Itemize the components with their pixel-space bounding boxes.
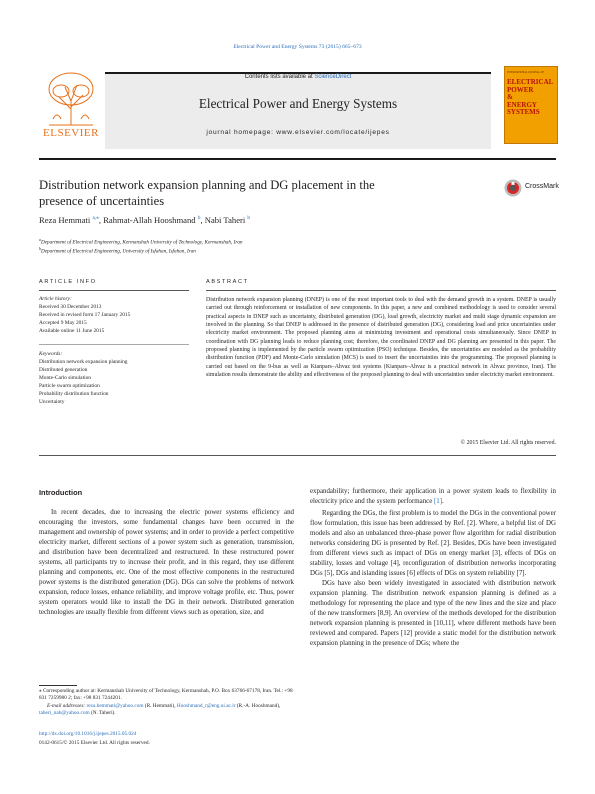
body-paragraph <box>310 487 556 507</box>
body-right-column <box>310 487 556 649</box>
journal-title: Electrical Power and Energy Systems <box>198 96 398 111</box>
history-item: Received in revised form 17 January 2015 <box>39 312 131 318</box>
keyword: Monte-Carlo simulation <box>39 375 91 381</box>
cover-line-2: POWER <box>507 85 534 94</box>
cover-line-5: SYSTEMS <box>507 108 540 116</box>
article-info-heading: ARTICLE INFO <box>39 279 97 285</box>
homepage-url[interactable]: www.elsevier.com/locate/ijepes <box>276 129 390 136</box>
cover-line-3: & <box>507 93 513 101</box>
article-title <box>39 177 469 209</box>
email-addresses <box>39 703 294 718</box>
doi-link[interactable]: http://dx.doi.org/10.1016/j.ijepes.2015.05.024 <box>39 731 137 737</box>
sciencedirect-link[interactable]: ScienceDirect <box>314 74 352 80</box>
affiliation-text: Department of Electrical Engineering, University of Isfahan, Isfahan, Iran <box>41 248 196 255</box>
abstract-copyright: © 2015 Elsevier Ltd. All rights reserved. <box>460 440 556 446</box>
history-item: Available online 11 June 2015 <box>39 328 105 334</box>
affiliation-text: Department of Electrical Engineering, Kermanshah University of Technology, Kermanshah, Iran <box>41 239 243 246</box>
cover-small-text: INTERNATIONAL JOURNAL OF <box>507 71 544 74</box>
corresponding-author-note: ⁎ Corresponding author at: Kermanshah University of Technology, Kermanshah, P.O. Box 63766-67178, Iran. Tel.: +98 831 7259980 2; fax: +98 831 7244201. <box>39 688 293 702</box>
history-item: Accepted 9 May 2015 <box>39 320 87 326</box>
author-name: Rahmat-Allah Hooshmand <box>103 215 196 225</box>
author-name: Nabi Taheri <box>204 215 246 225</box>
citation-link[interactable]: [1] <box>433 497 443 505</box>
section-heading-introduction: Introduction <box>39 488 83 497</box>
crossmark-icon <box>504 179 522 197</box>
cover-line-4: ENERGY <box>507 100 537 109</box>
paragraph-text: . <box>442 497 444 505</box>
journal-cover <box>504 66 558 144</box>
history-label: Article history: <box>39 296 72 302</box>
journal-citation[interactable]: Electrical Power and Energy Systems 73 (2015) 665–673 <box>233 44 362 50</box>
article-info-rule <box>39 290 189 291</box>
contents-prefix: Contents lists available at <box>244 74 315 80</box>
issn-copyright: 0142-0615/© 2015 Elsevier Ltd. All rights reserved. <box>39 740 150 746</box>
body-paragraph: In recent decades, due to increasing the electric power systems efficiency and encouraging the investors, some fundamental changes have been occurred in the management and ownership of power systems; and in order to provide a perfect competitive electricity market, different sections of a power system such as generation, transmission, and distribution have been decentralized and restructured. In these restructured power systems, all participants try to increase their profit, and in this regard, they use different planning and components, etc. One of the most effective components in the restructured power systems is the distributed generation (DG). DGs can solve the problems of network expansion, reduce losses, enhance reliability, and improve voltage profile, etc. Thus, power system operators would like to install the DG in their network. Distributed generation technologies are usually flexible from different views such as operation, size, and <box>39 509 294 616</box>
keyword: Uncertainty <box>39 399 65 405</box>
abstract-text: Distribution network expansion planning (DNEP) is one of the most important tools to deal with the demand growth in a system. DNEP is usually carried out through reinforcement or installation of new components. In this paper, a new and combined methodology is used to consider several practical aspects in DNEP such as uncertainty, distributed generation (DG), load growth, electricity market and multi stage dynamic expansion are involved in the planning. So that DNEP is addressed in the presence of distributed generation (DG), considering load and price uncertainties under electricity market environment. The proposed planning aims at minimizing investment and operational costs simultaneously. Since DNEP in coordination with DG planning leads to reduce planning cost; therefore, the coordinated DNEP and DG planning are presented in this paper. The proposed planning is implemented by the particle swarm optimization (PSO) technique. Besides, the uncertainties are modeled as the probability distribution function (PDF) and Monte-Carlo simulation (MCS) is used to insert the uncertainties into the programming. The proposed planning is carried out based on the 9-bus as well as Kianpars–Ahvaz test systems (Kianpars–Ahvaz is a practical network in Ahvaz province, Iran). The simulation results demonstrate the ability and effectiveness of the proposed planning to deal with uncertainties under electricity market environment. <box>206 297 556 379</box>
body-paragraph: Regarding the DGs, the first problem is to model the DGs in the conventional power flow formulation, this issue has been addressed by Ref. [2]. Where, a helpful list of DG models and also an unbalanced three-phase power flow algorithm for radial distribution networks considering DG is presented by Ref. [2]. Besides, DGs have been investigated from different views such as impact of DGs on energy market [3], effects of DGs on stability, losses and voltage [4], reconfiguration of distribution networks incorporating DGs [5], DGs and islanding issues [6] effects of DGs on system reliability [7]. <box>310 509 556 577</box>
footnote-rule <box>39 685 77 686</box>
keywords-label: Keywords: <box>39 351 63 357</box>
keyword: Distribution network expansion planning <box>39 359 128 365</box>
email-link[interactable]: taheri_nab@yahoo.com <box>39 710 90 717</box>
email-owner: (N. Taheri). <box>89 710 116 717</box>
affiliation-b <box>39 246 196 255</box>
header-rule <box>39 158 556 160</box>
email-owner: (R.-A. Hooshmand), <box>235 703 281 709</box>
abstract-bottom-rule <box>39 455 556 456</box>
cover-title <box>507 79 555 117</box>
author-list: Reza Hemmati $^{a,⁎}$, Rahmat-Allah Hooshmand $^b$, Nabi Taheri $^b$ <box>39 215 251 225</box>
author-affiliation-marker[interactable]: b <box>197 215 201 222</box>
affiliation-marker: b <box>39 246 41 251</box>
elsevier-logo <box>39 69 103 143</box>
email-link[interactable]: reza.hemmati@yahoo.com <box>86 703 144 709</box>
title-line-1: Distribution network expansion planning and DG placement in the <box>39 178 375 192</box>
cover-line-1: ELECTRICAL <box>507 78 554 86</box>
author-affiliation-marker[interactable]: a,⁎ <box>92 215 99 222</box>
keyword: Probability distribution function <box>39 391 109 397</box>
body-paragraph: DGs have also been widely investigated in associated with distribution network expansion planning. The distribution network expansion planning is defined as a methodology for representing the place and type of the new lines and the size and place of the new transformers [8,9]. An overview of the methods developed for the distribution network expansion planning is presented in [10,11], where different methods have been reviewed and compared. Papers [12] provide a static model for the distribution network expansion planning in the presence of DGs; where the <box>310 579 556 647</box>
journal-homepage <box>105 129 491 136</box>
crossmark-badge[interactable] <box>504 179 558 197</box>
abstract-heading: ABSTRACT <box>206 279 249 285</box>
elsevier-wordmark: ELSEVIER <box>43 127 99 139</box>
author-name: Reza Hemmati <box>39 215 91 225</box>
keyword: Distributed generation <box>39 367 88 373</box>
keywords-rule <box>39 344 189 345</box>
email-owner: (R. Hemmati), <box>143 703 177 709</box>
paragraph-text: expandability; furthermore, their application in a power system leads to flexibility in electricity price and the system performance <box>310 488 556 505</box>
abstract-rule <box>206 290 556 291</box>
affiliation-a <box>39 237 243 246</box>
body-left-column <box>39 508 294 618</box>
email-label: E-mail addresses: <box>47 703 86 709</box>
author-affiliation-marker[interactable]: b <box>247 215 251 222</box>
title-line-2: presence of uncertainties <box>39 194 165 208</box>
homepage-prefix: journal homepage: <box>206 129 277 136</box>
keyword: Particle swarm optimization <box>39 383 100 389</box>
email-link[interactable]: Hooshmand_r@eng.ui.ac.ir <box>176 703 236 709</box>
affiliation-marker: a <box>39 237 41 242</box>
contents-line <box>105 74 491 80</box>
crossmark-label: CrossMark <box>525 183 559 190</box>
history-item: Received 30 December 2013 <box>39 304 102 310</box>
